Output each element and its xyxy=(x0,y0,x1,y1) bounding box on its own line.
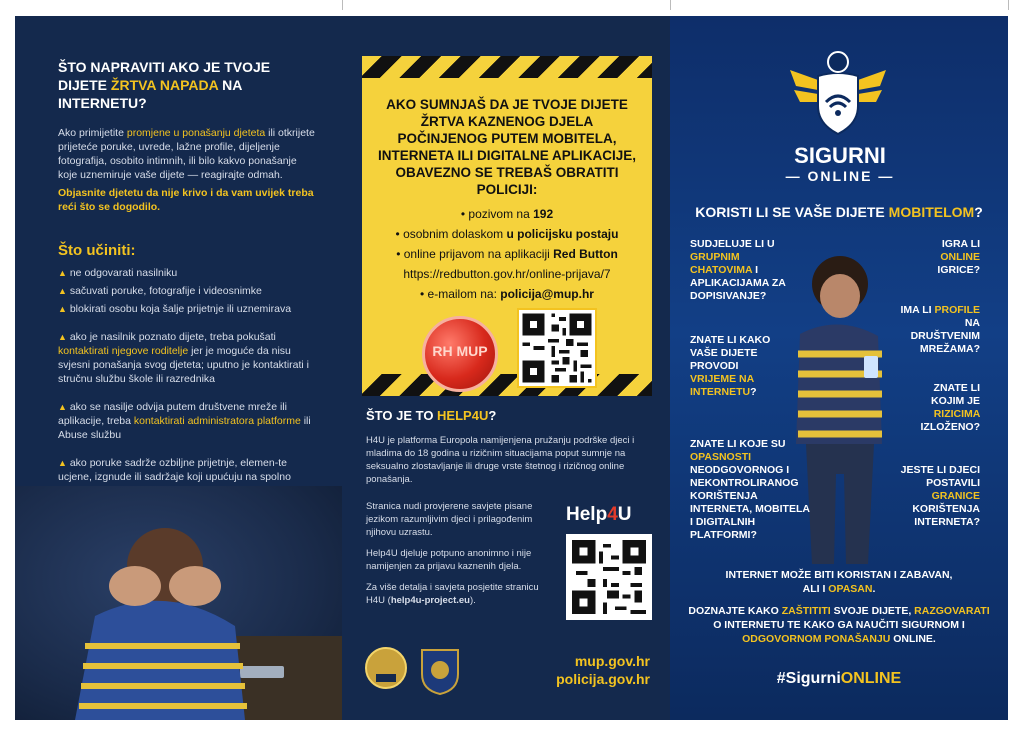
list-item: ▲ ako se nasilje odvija putem društvene mreže ili aplikacije, treba kontaktirati administratora platforme ili Abuse službu xyxy=(58,401,311,441)
list-item: ▲ ako je nasilnik poznato dijete, treba pokušati kontaktirati njegove roditelje jer je moguće da nisu svjesni ponašanja svog djeteta; uputno je kontaktirati i stručnu službu škole ili razrednika xyxy=(58,331,309,385)
panel-victim-guidance xyxy=(15,16,342,720)
warning-icon: ▲ xyxy=(58,304,67,314)
email-link[interactable]: policija@mup.hr xyxy=(500,287,594,301)
what-to-do-list xyxy=(58,266,318,502)
panel-safe-online xyxy=(670,16,1008,720)
victim-intro: Ako primijetite promjene u ponašanju djeteta ili otkrijete prijeteće poruke, uvrede, lažne profile, dijeljenje fotografija, osobito intimnih, ili bilo kakvo ponašanje koje uznemiruje vaše dijete — reagirajte odmah. Objasnite djetetu da nije krivo i da vam uvijek treba reći što se dogodilo. xyxy=(58,126,318,214)
red-button-link[interactable]: https://redbutton.gov.hr/online-prijava/7 xyxy=(403,267,611,281)
police-links xyxy=(556,652,650,688)
help4u-heading: ŠTO JE TO HELP4U? xyxy=(366,408,497,423)
report-options: • pozivom na 192 • osobnim dolaskom u policijsku postaju • online prijavom na aplikaciji Red Button https://redbutton.gov.hr/online-prijava/7 • e-mailom na: policija@mup.hr xyxy=(372,204,642,304)
red-button-qr-code xyxy=(517,308,597,388)
warning-icon: ▲ xyxy=(58,268,67,278)
list-item: ▲ sačuvati poruke, fotografije i videosnimke xyxy=(58,285,262,297)
question-group-chats: SUDJELUJE LI U GRUPNIM CHATOVIMA I APLIKACIJAMA ZA DOPISIVANJE? xyxy=(690,238,786,302)
warning-icon: ▲ xyxy=(58,402,67,412)
victim-advice: Objasnite djetetu da nije krivo i da vam uvijek treba reći što se dogodilo. xyxy=(58,187,314,213)
alert-title: AKO SUMNJAŠ DA JE TVOJE DIJETE ŽRTVA KAZNENOG DJELA POČINJENOG PUTEM MOBITELA, INTERNETA ILI DIGITALNE APLIKACIJE, OBAVEZNO SE TREBAŠ OBRATITI POLICIJI: xyxy=(377,97,636,197)
warning-icon: ▲ xyxy=(58,286,67,296)
mup-emblem-icon xyxy=(364,646,408,696)
question-dangers: ZNATE LI KOJE SU OPASNOSTI NEODGOVORNOG I NEKONTROLIRANOG KORIŠTENJA INTERNETA, MOBITELA I DIGITALNIH PLATFORMI? xyxy=(690,438,810,541)
questions-heading: KORISTI LI SE VAŠE DIJETE MOBITELOM? xyxy=(695,204,983,220)
police-shield-icon xyxy=(418,646,462,696)
help4u-logo: Help4U xyxy=(566,504,632,525)
help4u-details: Stranica nudi provjerene savjete pisane jezikom razumljivim djeci i prilagođenim njihovu uzrastu. Help4U djeluje potpuno anonimno i nije namijenjen za prijavu kaznenih djela. Za više detalja i savjeta posjetite stranicu H4U (help4u-project.eu). xyxy=(366,501,539,606)
question-time-online: ZNATE LI KAKO VAŠE DIJETE PROVODI VRIJEME NA INTERNETU? xyxy=(690,334,771,398)
question-risks: ZNATE LI KOJIM JE RIZICIMA IZLOŽENO? xyxy=(920,382,980,433)
sigurni-online-shield-logo xyxy=(788,50,888,136)
brand-title: SIGURNI — ONLINE — xyxy=(785,143,895,184)
hazard-stripe-bottom xyxy=(362,374,652,396)
list-item: ▲ ako poruke sadrže ozbiljne prijetnje, elemen-te ucjene, izgnude ili sadržaje koji upućuju na spolno xyxy=(58,457,291,483)
warning-icon: ▲ xyxy=(58,458,67,468)
internet-warning: INTERNET MOŽE BITI KORISTAN I ZABAVAN, ALI I OPASAN. xyxy=(725,569,953,595)
panel-police-report xyxy=(342,16,670,720)
protect-child-advice: DOZNAJTE KAKO ZAŠTITITI SVOJE DIJETE, RAZGOVARATI O INTERNETU TE KAKO GA NAUČITI SIGURNOM I ODGOVORNOM PONAŠANJU ONLINE. xyxy=(688,605,990,645)
hazard-stripe-top xyxy=(362,56,652,78)
help4u-qr-code xyxy=(566,534,652,620)
question-profiles: IMA LI PROFILE NA DRUŠTVENIM MREŽAMA? xyxy=(900,304,980,355)
question-online-games: IGRA LI ONLINE IGRICE? xyxy=(937,238,980,276)
campaign-hashtag: #SigurniONLINE xyxy=(776,670,902,687)
red-button-badge: RH MUP xyxy=(422,316,498,392)
what-to-do-heading: Što učiniti: xyxy=(58,242,136,259)
list-item: ▲ blokirati osobu koja šalje prijetnje ili uznemirava xyxy=(58,303,292,315)
policija-link[interactable]: policija.gov.hr xyxy=(556,671,650,687)
warning-icon: ▲ xyxy=(58,332,67,342)
help4u-link[interactable]: help4u-project.eu xyxy=(390,595,470,606)
help4u-description: H4U je platforma Europola namijenjena pružanju podrške djeci i mladima do 18 godina u rizičnim situacijama poput sumnje na seksualno zlostavljanje ili druge vrste štetnog i rizičnog online ponašanja. xyxy=(366,435,635,485)
victim-heading: ŠTO NAPRAVITI AKO JE TVOJE DIJETE ŽRTVA NAPADA NA INTERNETU? xyxy=(58,59,271,111)
mup-link[interactable]: mup.gov.hr xyxy=(574,653,650,669)
child-photo xyxy=(15,486,342,720)
question-limits: JESTE LI DJECI POSTAVILI GRANICE KORIŠTENJA INTERNETA? xyxy=(900,464,980,528)
list-item: ▲ ne odgovarati nasilniku xyxy=(58,267,178,279)
